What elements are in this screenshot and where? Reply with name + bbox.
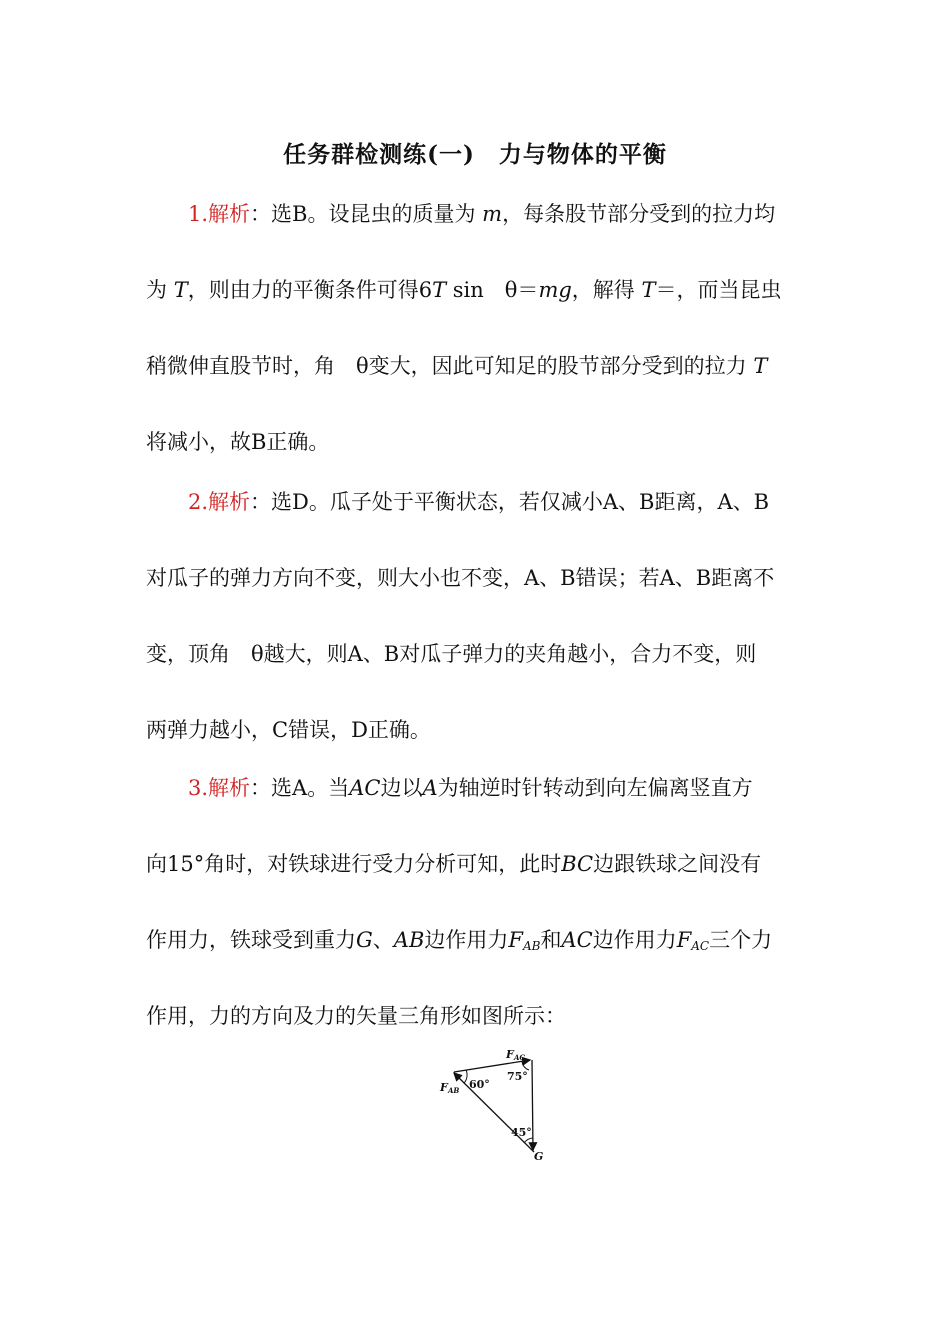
solution-1	[146, 176, 810, 480]
solution-label: 3.解析	[188, 776, 251, 800]
fac-subscript: AC	[514, 1053, 526, 1062]
solution-3-line-3: 作用力，铁球受到重力G、AB边作用力$F_{AB}$和AC边作用力$F_{AC}$三个力	[146, 928, 773, 953]
solution-3-line-1: 3.解析：选A。当AC边以A为轴逆时针转动到向左偏离竖直方	[188, 776, 753, 800]
solution-1-line-1: 1.解析：选B。设昆虫的质量为 m，每条股节部分受到的拉力均	[188, 202, 776, 226]
solution-2-line-2: 对瓜子的弹力方向不变，则大小也不变，A、B错误；若A、B距离不	[146, 566, 775, 590]
fab-subscript: AB	[448, 1086, 460, 1095]
force-triangle-figure	[436, 1040, 556, 1165]
solution-3	[146, 750, 810, 1054]
angle-bottom-label: 45°	[511, 1126, 532, 1139]
solution-label: 2.解析	[188, 490, 251, 514]
g-label: G	[534, 1150, 544, 1163]
solution-label: 1.解析	[188, 202, 251, 226]
angle-left-label: 60°	[469, 1078, 490, 1091]
fac-label: F	[506, 1048, 514, 1061]
angle-top-label: 75°	[507, 1070, 528, 1083]
angle-arc-left	[464, 1070, 467, 1083]
solution-3-line-2: 向15°角时，对铁球进行受力分析可知，此时BC边跟铁球之间没有	[146, 852, 762, 876]
gravity-vector	[532, 1060, 533, 1150]
force-ab-vector	[454, 1073, 534, 1152]
solution-2-line-1: 2.解析：选D。瓜子处于平衡状态，若仅减小A、B距离，A、B	[188, 490, 770, 514]
solution-1-line-2: 为 T，则由力的平衡条件可得6T sin θ＝mg，解得 T＝，而当昆虫	[146, 278, 782, 302]
solution-3-line-4: 作用，力的方向及力的矢量三角形如图所示：	[146, 1004, 566, 1028]
solution-2	[146, 464, 810, 768]
angle-arc-top	[522, 1062, 529, 1070]
solution-1-line-3: 稍微伸直股节时，角 θ变大，因此可知足的股节部分受到的拉力 T	[146, 354, 768, 378]
solution-2-line-3: 变，顶角 θ越大，则A、B对瓜子弹力的夹角越小，合力不变，则	[146, 642, 757, 666]
page-title: 任务群检测练(一) 力与物体的平衡	[283, 141, 667, 168]
solution-2-line-4: 两弹力越小，C错误，D正确。	[146, 718, 431, 742]
fab-label: F	[440, 1081, 448, 1094]
solution-1-line-4: 将减小，故B正确。	[146, 430, 330, 454]
